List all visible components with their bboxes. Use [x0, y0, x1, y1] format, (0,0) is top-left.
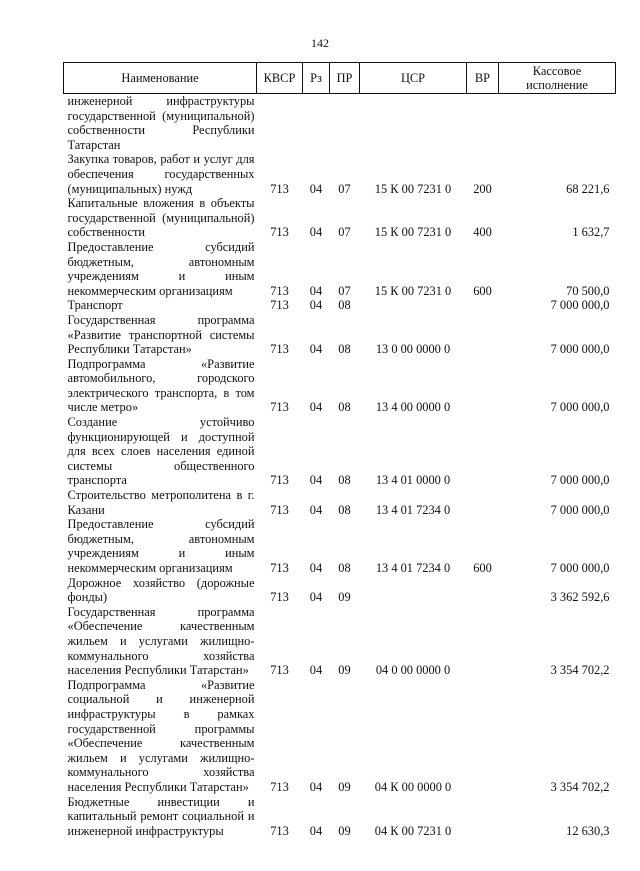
row-csr: 13 4 00 0000 0 — [375, 400, 451, 415]
row-sum: 70 500,0 — [566, 283, 610, 298]
row-rz: 04 — [309, 473, 323, 488]
row-rz — [303, 94, 330, 153]
table-header — [64, 63, 616, 94]
row-pr: 08 — [338, 561, 351, 575]
row-vr — [467, 678, 499, 795]
table-row — [64, 795, 616, 839]
row-vr: 600 — [473, 283, 492, 298]
row-csr — [360, 298, 467, 313]
row-name: Бюджетные инвестиции и капитальный ремонт социальной и инженерной инфраструктуры — [67, 794, 255, 838]
row-kvsr: 713 — [270, 298, 289, 313]
row-rz: 04 — [309, 502, 323, 517]
row-rz: 04 — [309, 298, 323, 313]
row-sum: 7 000 000,0 — [550, 473, 610, 488]
row-name: Транспорт — [67, 298, 123, 313]
row-pr: 07 — [338, 283, 351, 298]
row-sum: 3 362 592,6 — [550, 590, 610, 605]
row-sum — [499, 94, 616, 153]
row-sum: 3 354 702,2 — [550, 663, 610, 678]
row-csr: 04 К 00 0000 0 — [374, 779, 452, 794]
row-csr: 04 К 00 7231 0 — [374, 823, 452, 838]
row-name: Создание устойчиво функционирующей и доступной для всех слоев населения единой системы общественного транспорта — [67, 415, 255, 488]
row-vr — [467, 94, 499, 153]
row-kvsr: 713 — [270, 823, 289, 838]
row-kvsr: 713 — [270, 283, 289, 298]
row-kvsr: 713 — [270, 225, 289, 240]
row-sum: 1 632,7 — [572, 225, 610, 240]
row-name: Строительство метрополитена в г. Казани — [67, 488, 255, 517]
row-csr: 15 К 00 7231 0 — [374, 283, 452, 298]
table-row — [64, 196, 616, 240]
row-pr: 08 — [338, 502, 351, 517]
row-vr: 200 — [473, 181, 492, 196]
column-header-name: Наименование — [64, 63, 257, 94]
row-name: Государственная программа «Обеспечение качественным жильем и услугами жилищно-коммунального хозяйства населения Республики Татарстан» — [67, 604, 255, 678]
table-row — [64, 298, 616, 313]
row-name: Предоставление субсидий бюджетным, автономным учреждениям и иным некоммерческим организациям — [67, 517, 255, 575]
row-vr: 400 — [473, 225, 492, 240]
row-csr: 13 4 01 7234 0 — [375, 502, 451, 517]
row-rz: 04 — [309, 590, 323, 605]
row-sum: 68 221,6 — [566, 181, 610, 196]
row-csr — [360, 94, 467, 153]
table-row — [64, 357, 616, 415]
table-row — [64, 240, 616, 298]
row-rz: 04 — [309, 561, 323, 575]
row-kvsr: 713 — [270, 342, 289, 357]
row-sum: 7 000 000,0 — [550, 342, 610, 357]
row-vr — [467, 357, 499, 415]
row-vr — [467, 605, 499, 678]
row-csr: 15 К 00 7231 0 — [374, 181, 452, 196]
row-kvsr: 713 — [270, 561, 289, 575]
column-header-cash-execution: Кассовое исполнение — [499, 63, 616, 94]
row-kvsr: 713 — [270, 663, 289, 678]
row-vr — [467, 298, 499, 313]
table-row — [64, 152, 616, 196]
table-row — [64, 605, 616, 678]
row-vr — [467, 576, 499, 605]
row-name: Подпрограмма «Развитие социальной и инженерной инфраструктуры в рамках государственной программы «Обеспечение качественным жильем и услугами жилищно-коммунального хозяйства населения Республики Татарстан» — [67, 677, 255, 794]
row-pr: 07 — [338, 181, 351, 196]
table-row — [64, 488, 616, 517]
row-name: Дорожное хозяйство (дорожные фонды) — [67, 575, 255, 605]
row-csr: 15 К 00 7231 0 — [374, 225, 452, 240]
column-header-pr: ПР — [330, 63, 360, 94]
row-name: Закупка товаров, работ и услуг для обеспечения государственных (муниципальных) нужд — [67, 152, 255, 196]
table-row — [64, 313, 616, 357]
row-csr — [360, 576, 467, 605]
table-row — [64, 94, 616, 153]
row-csr: 04 0 00 0000 0 — [375, 663, 451, 678]
column-header-rz: Рз — [303, 63, 330, 94]
row-kvsr: 713 — [270, 400, 289, 415]
row-sum: 7 000 000,0 — [550, 298, 610, 313]
table-row — [64, 678, 616, 795]
row-sum: 7 000 000,0 — [550, 502, 610, 517]
row-rz: 04 — [309, 283, 323, 298]
column-header-kvsr: КВСР — [257, 63, 303, 94]
row-sum: 7 000 000,0 — [550, 561, 610, 575]
row-vr — [467, 415, 499, 488]
row-kvsr: 713 — [270, 590, 289, 605]
row-vr — [467, 795, 499, 839]
row-csr: 13 4 01 0000 0 — [375, 473, 451, 488]
row-pr: 08 — [338, 298, 351, 313]
row-rz: 04 — [309, 181, 323, 196]
budget-table — [63, 62, 616, 838]
row-kvsr — [257, 94, 303, 153]
row-name: Предоставление субсидий бюджетным, автономным учреждениям и иным некоммерческим организациям — [67, 239, 255, 298]
row-csr: 13 4 01 7234 0 — [375, 561, 451, 575]
row-pr: 09 — [338, 823, 351, 838]
row-name: Капитальные вложения в объекты государственной (муниципальной) собственности — [67, 196, 255, 240]
row-name: инженерной инфраструктуры государственной (муниципальной) собственности Республики Татарстан — [67, 94, 255, 152]
row-rz: 04 — [309, 400, 323, 415]
row-kvsr: 713 — [270, 502, 289, 517]
row-pr: 08 — [338, 400, 351, 415]
row-pr: 09 — [338, 590, 351, 605]
column-header-vr: ВР — [467, 63, 499, 94]
row-pr: 07 — [338, 225, 351, 240]
row-kvsr: 713 — [270, 181, 289, 196]
row-rz: 04 — [309, 342, 323, 357]
table-row — [64, 517, 616, 575]
page-number: 142 — [311, 36, 329, 50]
row-vr — [467, 313, 499, 357]
row-pr — [330, 94, 360, 153]
table-row — [64, 415, 616, 488]
row-vr: 600 — [473, 561, 492, 575]
row-rz: 04 — [309, 823, 323, 838]
table-row — [64, 576, 616, 605]
row-sum: 12 630,3 — [566, 823, 610, 838]
row-kvsr: 713 — [270, 779, 289, 794]
row-pr: 08 — [338, 342, 351, 357]
row-vr — [467, 488, 499, 517]
row-pr: 09 — [338, 779, 351, 794]
row-name: Подпрограмма «Развитие автомобильного, городского электрического транспорта, в том числе метро» — [67, 356, 255, 415]
row-pr: 08 — [338, 473, 351, 488]
table-body — [64, 94, 616, 839]
row-sum: 3 354 702,2 — [550, 779, 610, 794]
row-rz: 04 — [309, 663, 323, 678]
column-header-csr: ЦСР — [360, 63, 467, 94]
row-pr: 09 — [338, 663, 351, 678]
row-name: Государственная программа «Развитие транспортной системы Республики Татарстан» — [67, 312, 255, 357]
row-kvsr: 713 — [270, 473, 289, 488]
row-rz: 04 — [309, 225, 323, 240]
row-sum: 7 000 000,0 — [550, 400, 610, 415]
row-rz: 04 — [309, 779, 323, 794]
row-csr: 13 0 00 0000 0 — [375, 342, 451, 357]
